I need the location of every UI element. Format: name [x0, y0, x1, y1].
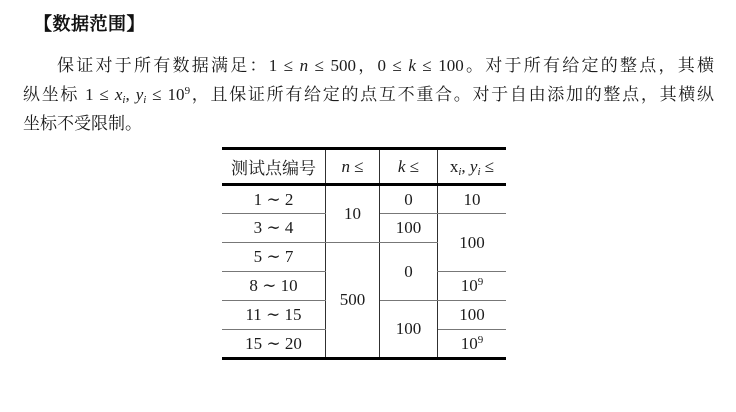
table-row-1 [222, 185, 506, 214]
cell-k-limit: 100 [380, 214, 438, 243]
cell-testcase-range: 8 ∼ 10 [222, 272, 326, 301]
math-var-k: k [408, 56, 416, 75]
text-run: ，且保证所有给定的点互不重合。对于自由添加的整点，其横纵 [190, 85, 714, 104]
cell-xy-limit [438, 330, 507, 359]
cell-xy-limit [438, 272, 507, 301]
cell-xy-limit: 100 [438, 301, 507, 330]
math-sub-i: i [458, 165, 462, 178]
header-testcase-id: 测试点编号 [222, 149, 326, 185]
math-exponent: 9 [477, 333, 484, 346]
power-base: 10 [460, 276, 478, 295]
math-exponent: 9 [477, 276, 484, 288]
cell-testcase-range: 5 ∼ 7 [222, 243, 326, 272]
cell-testcase-range: 15 ∼ 20 [222, 330, 326, 359]
text-run: 纵坐标 1 ≤ [23, 85, 115, 104]
header-xy-limit [438, 149, 507, 185]
math-var-x: x [449, 156, 459, 176]
math-var-x: x [114, 85, 123, 104]
math-var-n: n [299, 56, 309, 75]
rel-symbol: ≤ [480, 156, 495, 176]
data-range-table [222, 147, 506, 360]
cell-n-limit: 10 [326, 185, 380, 243]
table-header-row [222, 149, 506, 185]
math-sub-i: i [143, 94, 147, 106]
text-run: ≤ 500，0 ≤ [308, 56, 409, 75]
cell-xy-limit: 100 [438, 214, 507, 272]
header-k-limit [380, 149, 438, 185]
math-sub-i: i [122, 94, 126, 106]
rel-symbol: ≤ [405, 156, 420, 176]
cell-k-limit: 100 [380, 301, 438, 359]
text-run: ≤ 10 [146, 85, 185, 104]
math-var-n: n [341, 156, 350, 176]
section-title: 【数据范围】 [34, 14, 145, 34]
header-n-limit [326, 149, 380, 185]
cell-testcase-range: 11 ∼ 15 [222, 301, 326, 330]
power-base: 10 [460, 333, 478, 353]
cell-k-limit: 0 [380, 185, 438, 214]
cell-xy-limit: 10 [438, 185, 507, 214]
rel-symbol: ≤ [349, 156, 364, 176]
constraints-paragraph [23, 51, 714, 138]
text-run: , [125, 85, 136, 104]
math-var-k: k [397, 156, 406, 176]
math-sub-i: i [477, 165, 481, 178]
paragraph-line-2 [23, 80, 714, 109]
text-run: , [461, 156, 470, 176]
cell-n-limit: 500 [326, 243, 380, 359]
paragraph-line-1 [23, 51, 714, 80]
cell-testcase-range: 1 ∼ 2 [222, 185, 326, 214]
cell-testcase-range: 3 ∼ 4 [222, 214, 326, 243]
text-run: 保证对于所有数据满足：1 ≤ [57, 56, 300, 75]
text-run: ≤ 100。对于所有给定的整点，其横 [415, 56, 714, 75]
math-exponent: 9 [184, 85, 191, 97]
math-var-y: y [135, 85, 144, 104]
paragraph-line-3: 坐标不受限制。 [23, 114, 142, 133]
math-var-y: y [469, 156, 478, 176]
cell-k-limit: 0 [380, 243, 438, 301]
